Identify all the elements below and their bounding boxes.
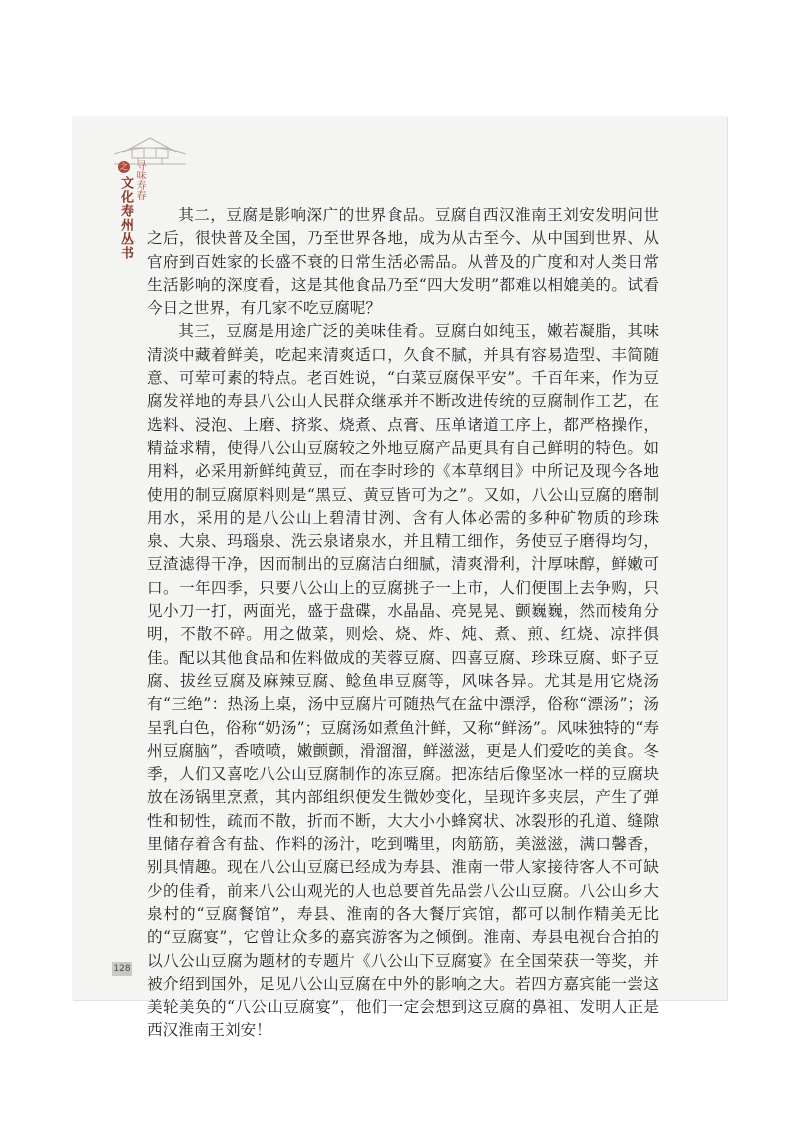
- page-number: 128: [113, 964, 131, 974]
- series-subtitle: 寻味寿春: [134, 160, 145, 200]
- paragraph: 其三，豆腐是用途广泛的美味佳肴。豆腐白如纯玉，嫩若凝脂，其味清淡中藏着鲜美，吃起来清爽适口，久食不腻，并具有容易造型、丰简随意、可荤可素的特点。老百姓说，“白菜豆腐保平安”。千百年来，作为豆腐发祥地的寿县八公山人民群众继承并不断改进传统的豆腐制作工艺，在选料、浸泡、上磨、挤浆、烧煮、点膏、压单诸道工序上，都严格操作，精益求精，使得八公山豆腐较之外地豆腐产品更具有自己鲜明的特色。如用料，必采用新鲜纯黄豆，而在李时珍的《本草纲目》中所记及现今各地使用的制豆腐原料则是“黑豆、黄豆皆可为之”。又如，八公山豆腐的磨制用水，采用的是八公山上碧清甘洌、含有人体必需的多种矿物质的珍珠泉、大泉、玛瑙泉、洗云泉诸泉水，并且精工细作，务使豆子磨得均匀，豆渣滤得干净，因而制出的豆腐洁白细腻，清爽滑利，汁厚味醇，鲜嫩可口。一年四季，只要八公山上的豆腐挑子一上市，人们便围上去争购，只见小刀一打，两面光，盛于盘碟，水晶晶、亮晃晃、颤巍巍，然而棱角分明，不散不碎。用之做菜，则烩、烧、炸、炖、煮、煎、红烧、凉拌俱佳。配以其他食品和佐料做成的芙蓉豆腐、四喜豆腐、珍珠豆腐、虾子豆腐、拔丝豆腐及麻辣豆腐、鲶鱼串豆腐等，风味各异。尤其是用它烧汤有“三绝”：热汤上桌，汤中豆腐片可随热气在盆中漂浮，俗称“漂汤”；汤呈乳白色，俗称“奶汤”；豆腐汤如煮鱼汁鲜，又称“鲜汤”。风味独特的“寿州豆腐脑”，香喷喷，嫩颤颤，滑溜溜，鲜滋滋，更是人们爱吃的美食。冬季，人们又喜吃八公山豆腐制作的冻豆腐。把冻结后像坚冰一样的豆腐块放在汤锅里烹煮，其内部组织便发生微妙变化，呈现许多夹层，产生了弹性和韧性，疏而不散，折而不断，大大小小蜂窝状、冰裂形的孔道、缝隙里储存着含有盐、作料的汤汁，吃到嘴里，肉筋筋，美滋滋，满口馨香，别具情趣。现在八公山豆腐已经成为寿县、淮南一带人家接待客人不可缺少的佳肴，前来八公山观光的人也总要首先品尝八公山豆腐。八公山乡大泉村的“豆腐餐馆”，寿县、淮南的各大餐厅宾馆，都可以制作精美无比的“豆腐宴”，它曾让众多的嘉宾游客为之倾倒。淮南、寿县电视台合拍的以八公山豆腐为题材的专题片《八公山下豆腐宴》在全国荣获一等奖，并被介绍到国外，足见八公山豆腐在中外的影响之大。若四方嘉宾能一尝这美轮美奂的“八公山豆腐宴”，他们一定会想到这豆腐的鼻祖、发明人正是西汉淮南王刘安！: [147, 322, 659, 1040]
- series-seal-icon: 之: [120, 162, 128, 171]
- paragraph: 其二，豆腐是影响深广的世界食品。豆腐自西汉淮南王刘安发明问世之后，很快普及全国，乃至世界各地，成为从古至今、从中国到世界、从官府到百姓家的长盛不衰的日常生活必需品。从普及的广度和对人类日常生活影响的深度看，这是其他食品乃至“四大发明”都难以相媲美的。试看今日之世界，有几家不吃豆腐呢？: [147, 206, 659, 318]
- series-title: 文化寿州丛书: [118, 176, 133, 260]
- article-body: [147, 204, 659, 1043]
